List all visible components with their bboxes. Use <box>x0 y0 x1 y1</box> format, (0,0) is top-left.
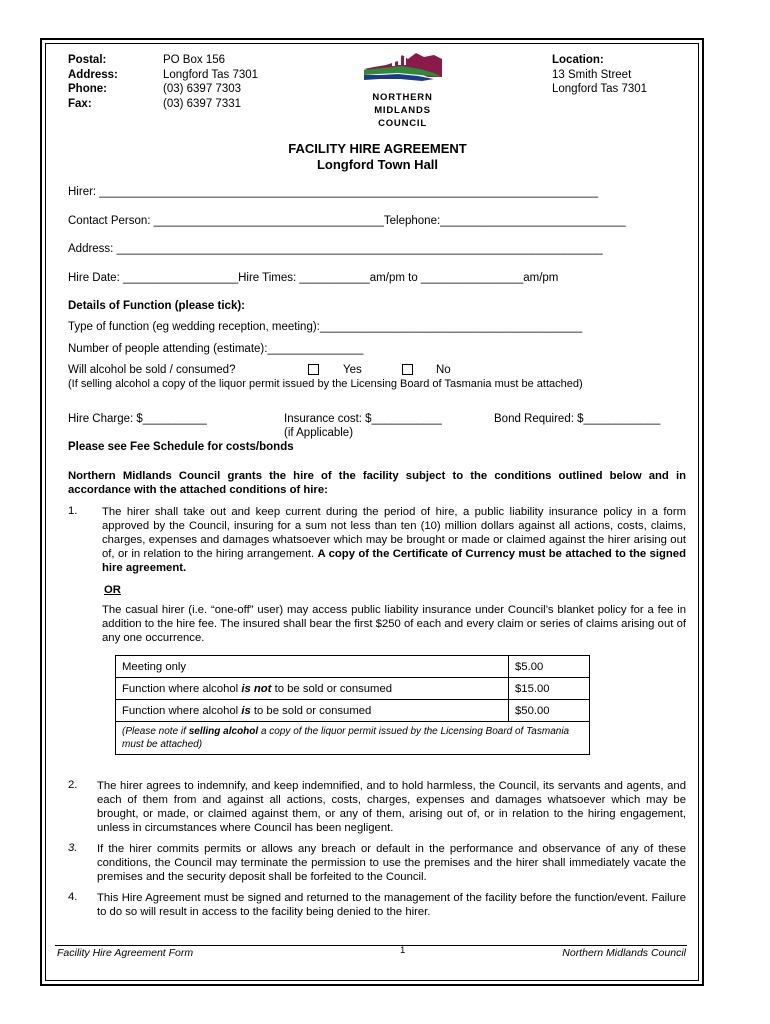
clause-1-body: The hirer shall take out and keep current during the period of hire, a public liability insurance policy in a form approved by the Council, insuring for a sum not less than ten (10) million dollars against all actions, costs, claims, charges, expenses and damages whatsoever which may be brought or made or claimed against the hirer arising out of, or in relation to the hiring arrangement. <box>102 506 686 560</box>
council-logo-icon <box>362 47 444 87</box>
table-row <box>116 656 590 678</box>
liquor-permit-note: (Please note if selling alcohol a copy of the liquor permit issued by the Licensing Board of Tasmania must be attached) <box>116 722 590 755</box>
page-title: FACILITY HIRE AGREEMENT <box>288 141 467 156</box>
location-town: Longford Tas 7301 <box>552 83 648 95</box>
fee-description: Function where alcohol is to be sold or consumed <box>116 700 509 722</box>
clause-4-number: 4. <box>68 891 78 903</box>
attendance-field[interactable]: Number of people attending (estimate):_______________ <box>68 343 364 355</box>
table-note-row <box>116 722 590 755</box>
fee-description: Meeting only <box>116 656 509 678</box>
if-applicable-note: (if Applicable) <box>284 427 354 439</box>
address-label: Address: <box>68 68 118 81</box>
function-type-field[interactable]: Type of function (eg wedding reception, meeting):_________________________________________ <box>68 321 583 333</box>
details-heading: Details of Function (please tick): <box>68 300 245 312</box>
bond-required-field[interactable]: Bond Required: $____________ <box>494 413 661 425</box>
insurance-cost-field[interactable]: Insurance cost: $___________ <box>284 413 442 425</box>
location-label: Location: <box>552 54 604 66</box>
clause-1-text <box>102 505 686 575</box>
logo-line-3: COUNCIL <box>378 118 427 129</box>
casual-hirer-text: The casual hirer (i.e. “one-off” user) may access public liability insurance under Council’s blanket policy for a fee in addition to the hire fee. The insured shall bear the first $250 of each and every claim or series of claims arising out of any one occurrence. <box>102 604 686 644</box>
fax-value: (03) 6397 7331 <box>163 97 242 110</box>
postal-label: Postal: <box>68 54 107 66</box>
alcohol-note: (If selling alcohol a copy of the liquor permit issued by the Licensing Board of Tasmania must be attached) <box>68 378 583 390</box>
fee-price: $15.00 <box>509 678 590 700</box>
alcohol-no-checkbox[interactable] <box>402 364 413 375</box>
conditions-intro: Northern Midlands Council grants the hire of the facility subject to the conditions outlined below and in accordance with the attached conditions of hire: <box>68 470 686 496</box>
fee-price: $50.00 <box>509 700 590 722</box>
or-label: OR <box>104 584 121 596</box>
fee-description: Function where alcohol is not to be sold or consumed <box>116 678 509 700</box>
fee-table <box>115 655 590 755</box>
alcohol-question: Will alcohol be sold / consumed? <box>68 364 236 376</box>
alcohol-yes-label: Yes <box>343 364 362 376</box>
logo-line-1: NORTHERN <box>372 92 433 103</box>
location-street: 13 Smith Street <box>552 68 632 81</box>
contact-labels <box>68 53 158 111</box>
hire-charge-field[interactable]: Hire Charge: $__________ <box>68 413 207 425</box>
contact-values <box>163 53 333 111</box>
table-row <box>116 700 590 722</box>
address-value: Longford Tas 7301 <box>163 68 259 81</box>
address-field[interactable]: Address: ____________________________________________________________________________ <box>68 243 603 255</box>
clause-1-number: 1. <box>68 505 78 517</box>
footer-left: Facility Hire Agreement Form <box>57 947 194 959</box>
fax-label: Fax: <box>68 97 92 110</box>
logo-line-2: MIDLANDS <box>374 105 431 116</box>
clause-2-number: 2. <box>68 779 78 791</box>
alcohol-no-label: No <box>436 364 451 376</box>
footer-rule <box>55 945 687 946</box>
fee-price: $5.00 <box>509 656 590 678</box>
phone-label: Phone: <box>68 83 107 95</box>
table-row <box>116 678 590 700</box>
postal-value: PO Box 156 <box>163 54 226 66</box>
clause-2-text: The hirer agrees to indemnify, and keep indemnified, and to hold harmless, the Council, its servants and agents, and each of them from and against all actions, costs, charges, expenses and damages whatsoever which may be brought, or made, or claimed against them, or any of them, arising out of, or in relation to the hiring engagement, unless in circumstances where Council has been negligent. <box>97 780 686 834</box>
clause-3-text: If the hirer commits permits or allows any breach or default in the performance and observance of any of these conditions, the Council may terminate the permission to use the premises and the hirer shall immediately vacate the premises and the security deposit shall be forfeited to the Council. <box>97 843 686 883</box>
hire-date-field[interactable]: Hire Date: __________________Hire Times: ___________am/pm to ________________am/pm <box>68 272 559 284</box>
contact-person-field[interactable]: Contact Person: ____________________________________Telephone:_____________________________ <box>68 215 626 227</box>
page-subtitle: Longford Town Hall <box>316 157 439 172</box>
alcohol-yes-checkbox[interactable] <box>308 364 319 375</box>
clause-1-bold: A copy of the Certificate of Currency must be attached to the signed hire agreement. <box>102 548 686 574</box>
logo-caption <box>355 91 450 130</box>
footer-right: Northern Midlands Council <box>562 947 686 959</box>
page-number: 1 <box>400 945 406 956</box>
hirer-field[interactable]: Hirer: ______________________________________________________________________________ <box>68 186 599 198</box>
location-block <box>552 53 692 97</box>
clause-4-text: This Hire Agreement must be signed and returned to the management of the facility before the function/event. Failure to do so will result in access to the facility being denied to the hirer. <box>97 892 686 918</box>
clause-3-number: 3. <box>68 842 78 854</box>
fee-schedule-note: Please see Fee Schedule for costs/bonds <box>68 441 294 453</box>
phone-value: (03) 6397 7303 <box>163 83 242 95</box>
